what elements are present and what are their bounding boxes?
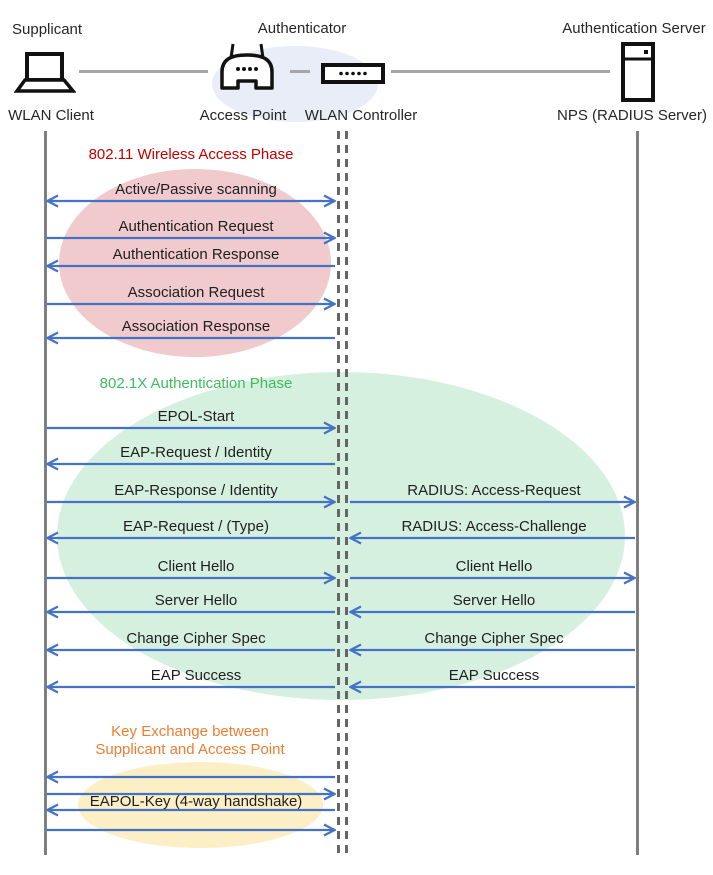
phase3-title — [95, 723, 284, 759]
message-arrow — [349, 494, 636, 510]
message-arrow — [46, 530, 336, 546]
message-label: EAP-Response / Identity — [114, 482, 278, 499]
phase3-title-line2: Supplicant and Access Point — [95, 741, 285, 758]
message-label: RADIUS: Access-Challenge — [401, 518, 587, 535]
access-point-icon — [216, 42, 278, 97]
message-label: EAP-Request / Identity — [120, 444, 272, 461]
message-label: EAP Success — [448, 667, 540, 684]
link-ap-to-controller — [290, 70, 310, 73]
message-label: Server Hello — [452, 592, 536, 609]
message-arrow — [46, 330, 336, 346]
message-label: EPOL-Start — [157, 408, 235, 425]
message-arrow — [46, 193, 336, 209]
role-authenticator: Authenticator — [257, 20, 347, 37]
message-arrow — [46, 802, 336, 818]
message-label: EAP Success — [150, 667, 242, 684]
phase1-title: 802.11 Wireless Access Phase — [88, 146, 294, 163]
message-arrow — [349, 642, 636, 658]
node-label-wlan-client: WLAN Client — [8, 107, 94, 124]
message-label: Active/Passive scanning — [115, 181, 277, 198]
message-arrow — [46, 456, 336, 472]
link-controller-to-server — [391, 70, 610, 73]
wlan-controller-icon — [321, 63, 385, 89]
lifeline-capwap-right — [345, 131, 348, 855]
message-label: Authentication Request — [118, 218, 274, 235]
message-label: EAPOL-Key (4-way handshake) — [89, 793, 303, 810]
role-supplicant: Supplicant — [12, 21, 83, 38]
message-label: Client Hello — [157, 558, 235, 575]
phase3-title-line1: Key Exchange between — [111, 723, 269, 740]
message-label: Server Hello — [154, 592, 238, 609]
message-label: Association Response — [121, 318, 271, 335]
message-label: Association Request — [127, 284, 265, 301]
node-label-nps-radius-server: NPS (RADIUS Server) — [556, 107, 708, 124]
server-icon — [620, 42, 656, 107]
message-label: Change Cipher Spec — [126, 630, 266, 647]
message-arrow — [46, 679, 336, 695]
message-label: Authentication Response — [112, 246, 280, 263]
laptop-icon — [14, 52, 76, 99]
message-arrow — [349, 570, 636, 586]
message-label: EAP-Request / (Type) — [123, 518, 269, 535]
role-authentication-server: Authentication Server — [562, 20, 706, 37]
node-label-wlan-controller: WLAN Controller — [304, 107, 418, 124]
message-arrow — [349, 679, 636, 695]
node-label-access-point: Access Point — [199, 107, 287, 124]
lifeline-radius-server — [636, 131, 639, 855]
message-arrow — [46, 494, 336, 510]
message-arrow — [46, 822, 336, 838]
message-arrow — [46, 258, 336, 274]
message-arrow — [46, 230, 336, 246]
message-arrow — [46, 769, 336, 785]
message-label: Change Cipher Spec — [424, 630, 564, 647]
message-arrow — [349, 604, 636, 620]
message-arrow — [349, 530, 636, 546]
link-client-to-ap — [79, 70, 208, 73]
message-arrow — [46, 604, 336, 620]
phase2-title: 802.1X Authentication Phase — [99, 375, 293, 392]
message-arrow — [46, 296, 336, 312]
message-arrow — [46, 420, 336, 436]
message-arrow — [46, 642, 336, 658]
message-arrow — [46, 570, 336, 586]
message-label: RADIUS: Access-Request — [407, 482, 581, 499]
message-label: Client Hello — [455, 558, 533, 575]
lifeline-capwap-left — [337, 131, 340, 855]
